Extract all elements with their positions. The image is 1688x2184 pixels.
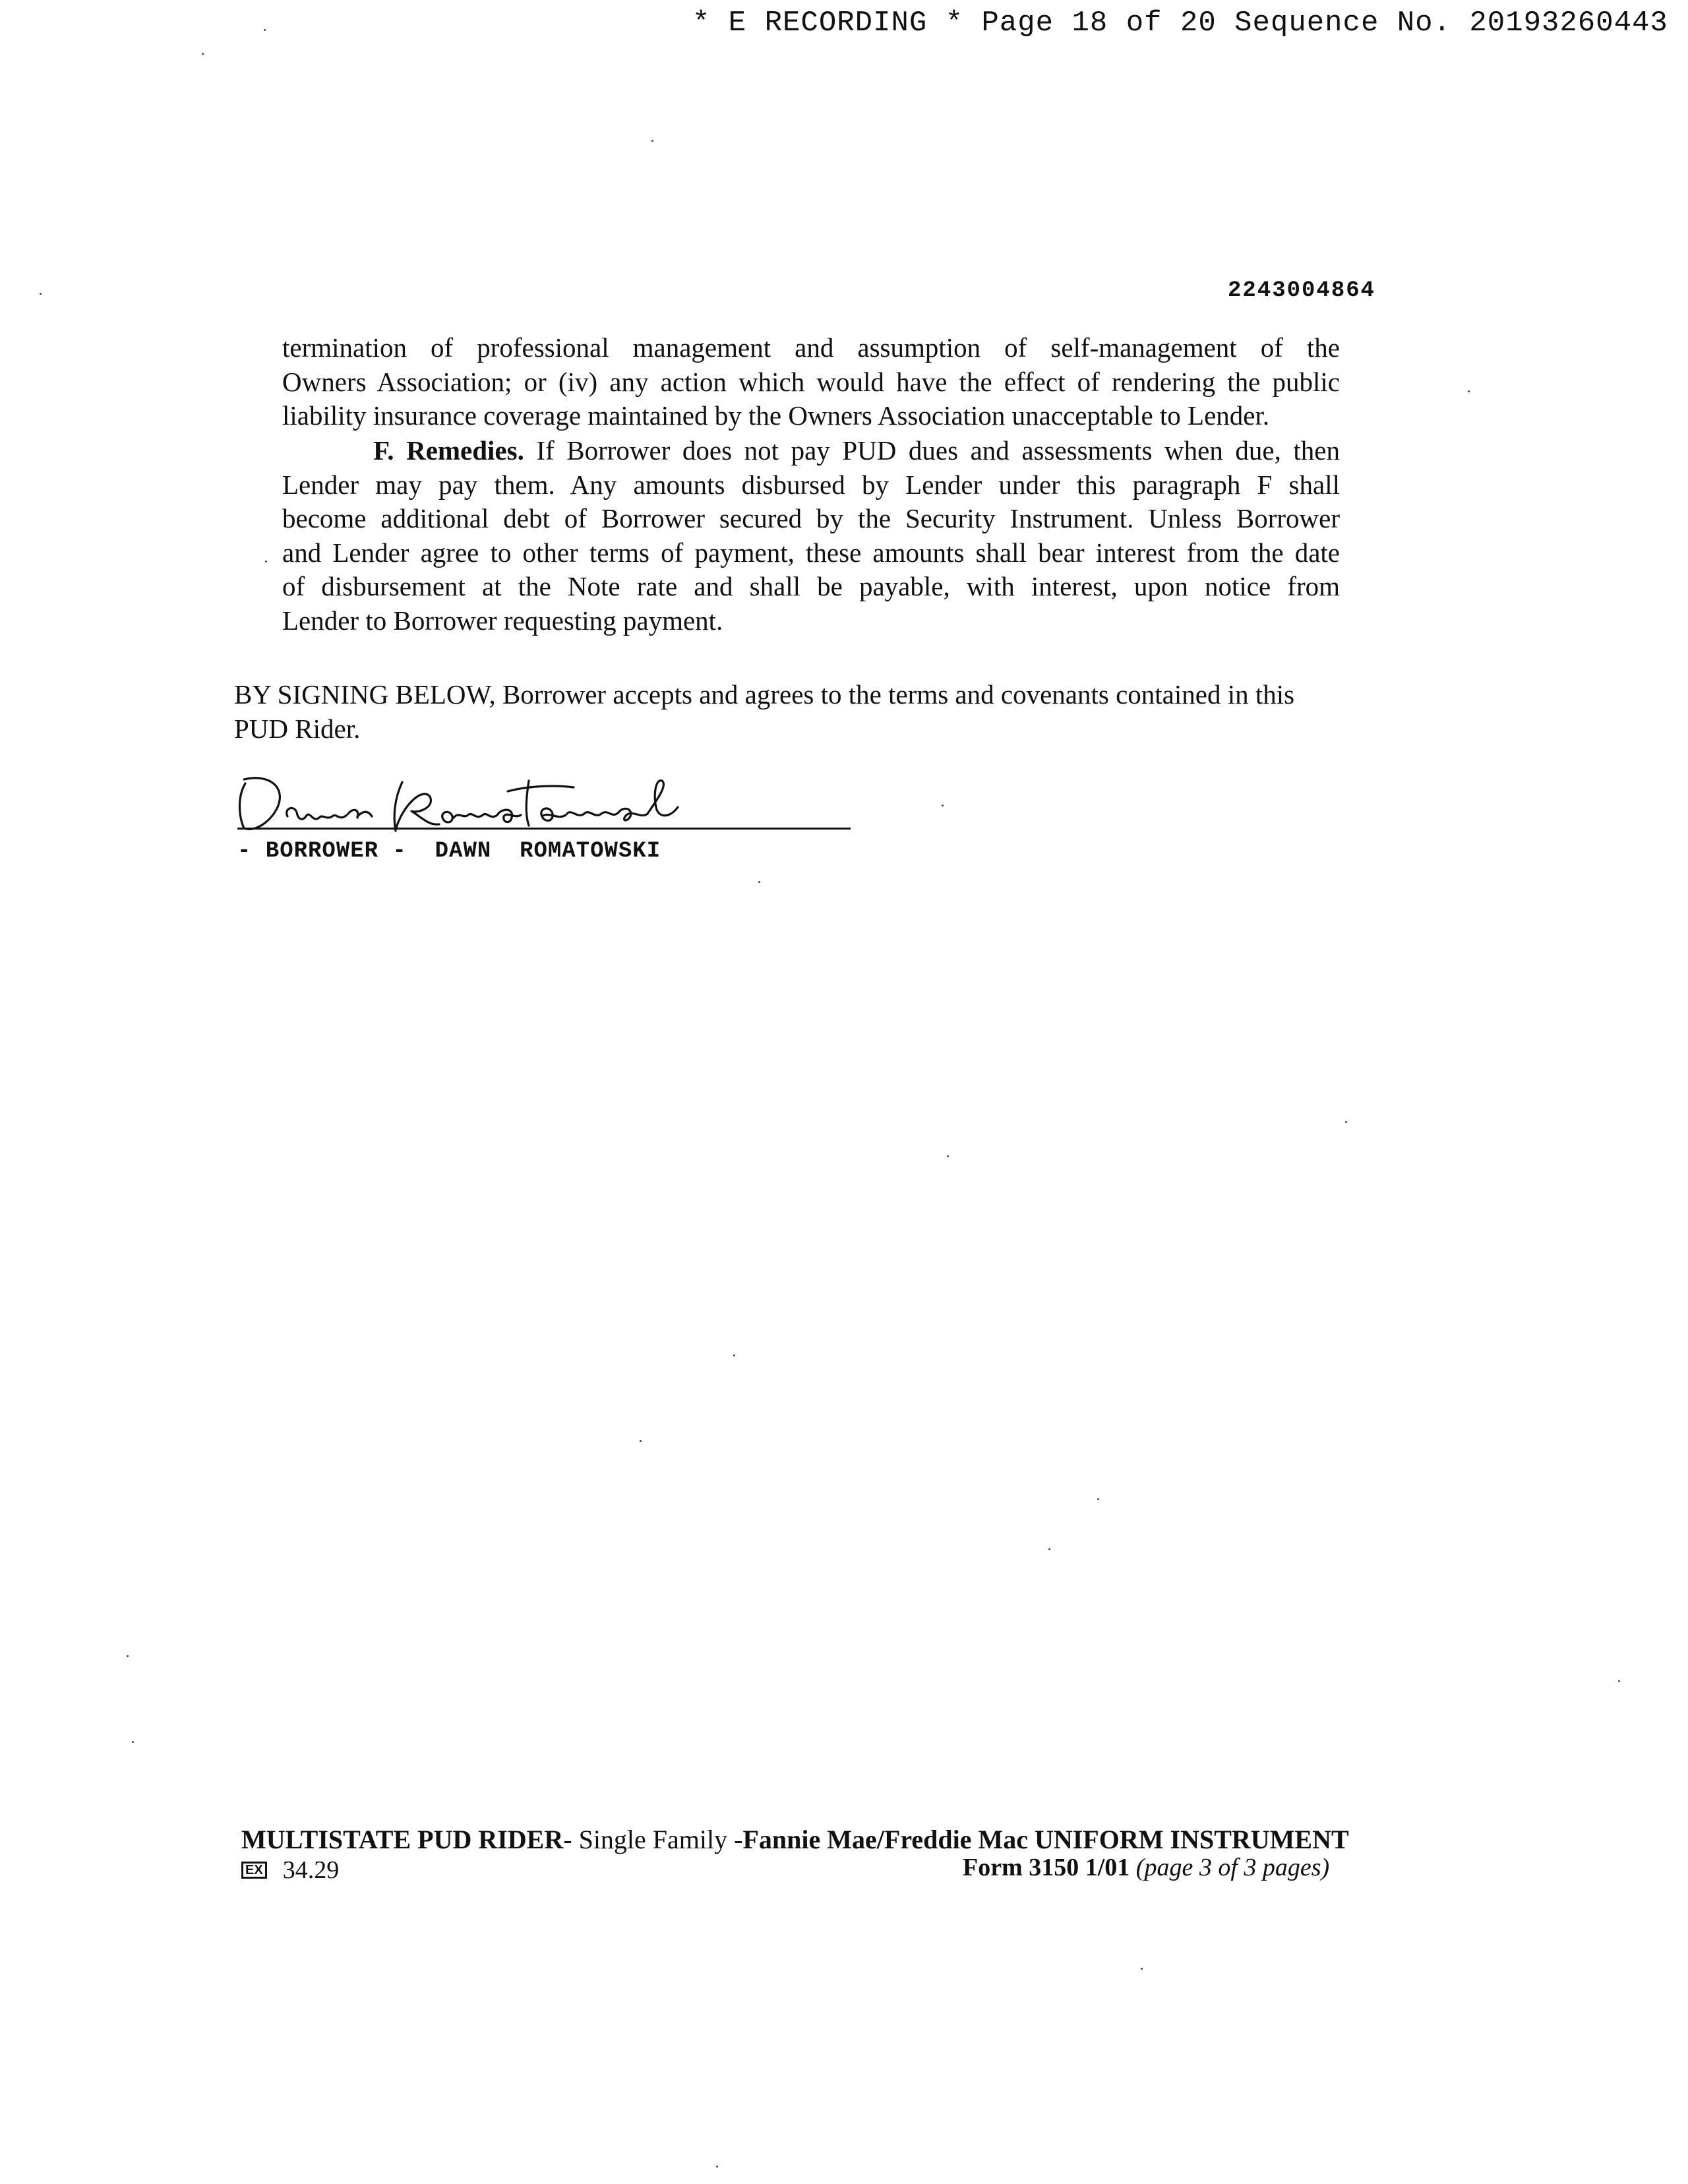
scan-speck [947,1155,949,1157]
text-line: termination of professional management and assumption of self-management of the [282,332,1340,363]
borrower-signature [231,770,857,836]
scan-speck [716,2166,718,2168]
recording-header: * E RECORDING * Page 18 of 20 Sequence No. 20193260443 [692,7,1668,40]
text-line: and Lender agree to other terms of payment, these amounts shall bear interest from the date [282,537,1340,568]
text-line: Owners Association; or (iv) any action which would have the effect of rendering the public [282,366,1340,397]
scan-speck [942,804,944,806]
footer-title-part: MULTISTATE PUD RIDER [241,1825,564,1854]
page-info: (page 3 of 3 pages) [1135,1854,1330,1881]
scan-speck [1048,1548,1050,1550]
remedies-first-line [282,434,1340,468]
scan-speck [264,29,266,31]
text-line: of disbursement at the Note rate and shall be payable, with interest, upon notice from [282,571,1340,601]
scan-speck [758,881,760,883]
text-line: become additional debt of Borrower secured by the Security Instrument. Unless Borrower [282,503,1340,533]
scan-speck [1618,1680,1620,1682]
text-line: Lender to Borrower requesting payment. [282,605,723,636]
scan-speck [1468,390,1470,392]
scan-speck [1345,1121,1347,1123]
footer-title-part: Fannie Mae/Freddie Mac UNIFORM INSTRUMENT [742,1825,1349,1854]
paragraph-owners-association [282,331,1340,433]
scan-speck [127,1655,129,1657]
text-line: PUD Rider. [234,713,361,744]
paragraph-remedies [282,434,1340,638]
text-line: liability insurance coverage maintained by the Owners Association unacceptable to Lender. [282,400,1270,431]
remedies-heading: F. Remedies. [373,435,524,466]
footer-form-code [241,1856,339,1885]
scan-speck [265,561,267,562]
signature-line [237,828,851,830]
text-line: BY SIGNING BELOW, Borrower accepts and agrees to the terms and covenants contained in this [234,679,1295,710]
scan-speck [40,293,42,295]
text-line: Lender may pay them. Any amounts disbursed by Lender under this paragraph F shall [282,469,1340,500]
scan-speck [132,1741,134,1743]
scan-speck [640,1440,642,1442]
scan-speck [651,140,653,142]
footer-title-part: - Single Family - [563,1825,743,1854]
scan-speck [1141,1968,1143,1970]
ex-logo-icon: EX [241,1862,267,1879]
remedies-first-line-text: If Borrower does not pay PUD dues and assessments when due, then [524,435,1340,466]
loan-number: 2243004864 [1228,278,1376,303]
form-code: 34.29 [282,1856,340,1884]
borrower-label: - BORROWER - DAWN ROMATOWSKI [237,839,661,864]
scan-speck [1097,1498,1099,1500]
scan-speck [733,1354,735,1356]
form-number: Form 3150 1/01 [963,1854,1130,1881]
scan-speck [202,53,204,55]
footer-form-number [963,1853,1329,1882]
footer-form-title [241,1824,1349,1855]
signing-statement [234,678,1389,746]
